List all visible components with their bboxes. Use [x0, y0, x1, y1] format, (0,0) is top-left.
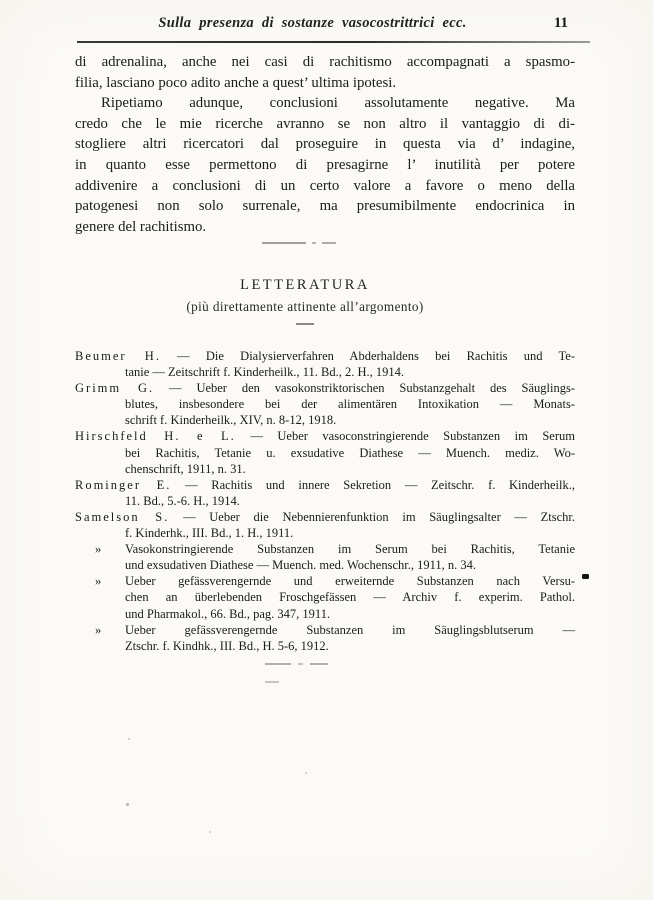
bib-entry-continuation-line: schrift f. Kinderheilk., XIV, n. 8-12, 1918. — [125, 413, 337, 428]
body-line: stogliere altri ricercatori dal proseguire in questa via d’ indagine, — [75, 136, 575, 153]
bib-entry-first-line: Beumer H. — Die Dialysierverfahren Abderhaldens bei Rachitis und Te- — [75, 349, 575, 363]
bib-author: Hirschfeld H. e L. — [75, 429, 236, 444]
bib-entry-continuation-line: f. Kinderhk., III. Bd., 1. H., 1911. — [125, 526, 294, 541]
bib-entry-continuation-line: bei Rachitis, Tetanie u. exsudative Diathese — Muench. mediz. Wo- — [125, 445, 575, 460]
body-text — [75, 52, 575, 237]
body-line: Ripetiamo adunque, conclusioni assolutamente negative. Ma — [101, 95, 575, 112]
bib-entry-first-line: Grimm G. — Ueber den vasokonstriktorischen Substanzgehalt des Säuglings- — [75, 381, 575, 396]
body-line: di adrenalina, anche nei casi di rachitismo accompagnati a spasmo- — [75, 54, 575, 70]
running-title: Sulla presenza di sostanze vasocostrittrici ecc. — [158, 15, 467, 31]
bib-entry-continuation-line: chenschrift, 1911, n. 31. — [125, 461, 246, 476]
body-line: in quanto esse permettono di presagirne l’ inutilità per potere — [75, 156, 575, 173]
page-header — [77, 15, 590, 37]
bib-entry-continuation-line: Ztschr. f. Kindhk., III. Bd., H. 5-6, 1912. — [125, 638, 329, 653]
body-line: addivenire a conclusioni di un certo valore a favore o meno della — [75, 177, 575, 194]
body-line: genere del rachitismo. — [75, 218, 207, 235]
paper-speck — [128, 738, 130, 740]
bib-author: Grimm G. — [75, 381, 155, 396]
ink-speck — [582, 574, 589, 579]
bib-author: Rominger E. — [75, 477, 172, 492]
page-number: 11 — [553, 15, 568, 31]
body-line: patogenesi non solo surrenale, ma presumibilmente endocrinica in — [75, 198, 575, 215]
bib-entry-first-line: Hirschfeld H. e L. — Ueber vasoconstringierende Substanzen im Serum — [75, 429, 575, 444]
body-line: credo che le mie ricerche avranno se non altro il vantaggio di di- — [75, 115, 575, 132]
end-divider — [265, 663, 355, 666]
paper-speck — [209, 831, 211, 833]
section-divider — [262, 242, 342, 245]
bib-entry-continuation-line: und exsudativen Diathese — Muench. med. Wochenschr., 1911, n. 34. — [125, 558, 477, 573]
literature-heading — [55, 277, 555, 325]
bib-entry-continuation-line: tanie — Zeitschrift f. Kinderheilk., 11. Bd., 2. H., 1914. — [125, 365, 404, 380]
bib-entry-first-line: » Ueber gefässverengernde und erweiternde Substanzen nach Versu- — [95, 574, 575, 589]
paper-speck — [305, 772, 307, 774]
bib-entry-first-line: » Ueber gefässverengernde Substanzen im Säuglingsblutserum — — [95, 622, 575, 637]
bib-entry-continuation-line: 11. Bd., 5.-6. H., 1914. — [125, 493, 240, 508]
paper-speck — [126, 803, 129, 806]
bib-author: Samelson S. — [75, 509, 170, 524]
bib-author: Beumer H. — [75, 349, 161, 363]
ditto-mark: » — [95, 574, 102, 589]
header-rule — [77, 41, 590, 43]
bib-entry-continuation-line: chen an überlebenden Froschgefässen — Archiv f. experim. Pathol. — [125, 590, 575, 605]
literature-title: LETTERATURA — [240, 277, 370, 293]
literature-subtitle: (più direttamente attinente all’argomento) — [186, 299, 424, 314]
ditto-mark: » — [95, 542, 102, 557]
bibliography-list — [75, 348, 575, 654]
ditto-mark: » — [95, 622, 102, 637]
bib-entry-first-line: Samelson S. — Ueber die Nebennierenfunktion im Säuglingsalter — Ztschr. — [75, 509, 575, 524]
heading-dash — [296, 323, 314, 325]
body-line: filia, lasciano poco adito anche a quest’ ultima ipotesi. — [75, 74, 397, 91]
bib-entry-continuation-line: und Pharmakol., 66. Bd., pag. 347, 1911. — [125, 606, 331, 621]
bib-entry-first-line: » Vasokonstringierende Substanzen im Serum bei Rachitis, Tetanie — [95, 542, 575, 557]
bib-entry-continuation-line: blutes, insbesondere bei der alimentären Intoxikation — Monats- — [125, 397, 575, 412]
bib-entry-first-line: Rominger E. — Rachitis und innere Sekretion — Zeitschr. f. Kinderheilk., — [75, 477, 575, 492]
